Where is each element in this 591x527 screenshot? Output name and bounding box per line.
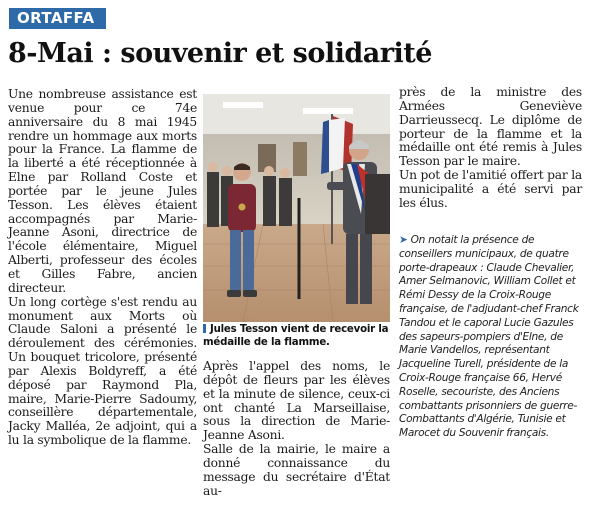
section-tag: ORTAFFA [9, 8, 106, 29]
paragraph: près de la ministre des Armées Geneviève Darrieussecq. Le diplôme de porteur de la flamme et la médaille ont été remis à Jules Tesson par le maire. [399, 85, 582, 169]
article-column-1 [8, 88, 197, 448]
arrow-icon: ➤ [399, 234, 408, 246]
attendance-note [399, 234, 582, 441]
paragraph: Une nombreuse assistance est venue pour ce 74e anniversaire du 8 mai 1945 rendre un hommage aux morts pour la France. La flamme de la liberté a été réceptionnée à Elne par Rolland Coste et portée par le jeune Jules Tesson. Les élèves étaient accompagnés par Marie-Jeanne Asoni, directrice de l'école élémentaire, Miguel Alberti, professeur des écoles et Gilles Fabre, ancien directeur. [8, 87, 197, 295]
article-column-3 [399, 86, 582, 211]
paragraph: Un pot de l'amitié offert par la municipalité a été servi par les élus. [399, 168, 582, 210]
ceremony-photo [203, 94, 390, 322]
photo-caption-text: Jules Tesson vient de recevoir la médaille de la flamme. [203, 324, 389, 348]
photo-caption [203, 324, 390, 349]
caption-marker [203, 324, 206, 333]
article-headline: 8-Mai : souvenir et solidarité [8, 38, 432, 69]
ceremony-photo-illustration [203, 94, 390, 322]
paragraph: Un long cortège s'est rendu au monument aux Morts où Claude Saloni a présenté le déroulement des cérémonies. Un bouquet tricolore, présenté par Alexis Boldyreff, a été déposé par Raymond Pla, maire, Marie-Pierre Sadoumy, conseillère départementale, Jacky Malléa, 2e adjoint, qui a lu la symbolique de la flamme. [8, 294, 197, 448]
attendance-note-text: On notait la présence de conseillers municipaux, de quatre porte-drapeaux : Claude Chevalier, Amer Selmanovic, William Collet et Rémi Dessy de la Croix-Rouge française, de l'adjudant-chef Franck Tandou et le caporal Lucie Gazules des sapeurs-pompiers d'Elne, de Marie Vandellos, représentant Jacqueline Turell, présidente de la Croix-Rouge française 66, Hervé Roselle, secouriste, des Anciens combattants prisonniers de guerre-Combattants d'Algérie, Tunisie et Marocet du Souvenir français. [399, 234, 579, 440]
article-column-2 [203, 360, 390, 498]
paragraph: Après l'appel des noms, le dépôt de fleurs par les élèves et la minute de silence, ceux-ci ont chanté La Marseillaise, sous la direction de Marie-Jeanne Asoni. [203, 359, 390, 443]
paragraph: Salle de la mairie, le maire a donné connaissance du message du secrétaire d'État au- [203, 442, 390, 498]
